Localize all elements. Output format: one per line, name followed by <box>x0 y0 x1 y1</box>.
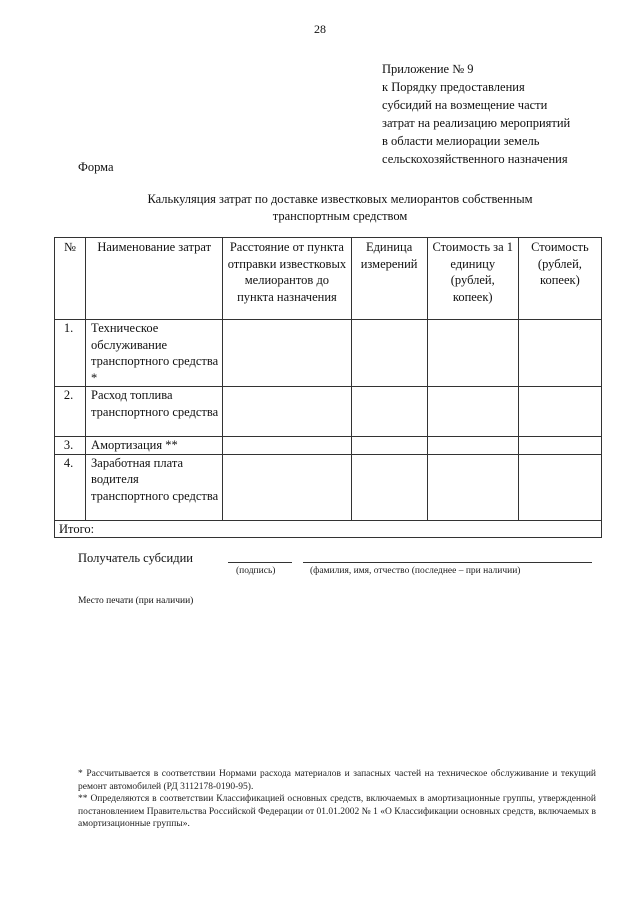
cell-unit-cost[interactable] <box>427 320 518 387</box>
table-row <box>55 437 602 455</box>
recipient-label: Получатель субсидии <box>78 551 193 565</box>
cell-total-cost[interactable] <box>518 320 601 387</box>
cell-total-cost[interactable] <box>518 454 601 520</box>
appendix-line: сельскохозяйственного назначения <box>382 152 568 166</box>
total-row <box>55 520 602 538</box>
appendix-line: субсидий на возмещение части <box>382 98 548 112</box>
full-name-line[interactable] <box>303 562 592 563</box>
appendix-header <box>382 60 622 168</box>
row-number: 2. <box>55 387 86 437</box>
row-name: Заработная плата водителя транспортного средства <box>86 454 223 520</box>
cell-unit-cost[interactable] <box>427 387 518 437</box>
title-line-2: транспортным средством <box>272 209 408 223</box>
header-number: № <box>55 238 86 320</box>
header-cost-name: Наименование затрат <box>86 238 223 320</box>
table-row <box>55 320 602 387</box>
appendix-line: затрат на реализацию мероприятий <box>382 116 571 130</box>
cell-distance[interactable] <box>223 437 351 455</box>
row-number: 1. <box>55 320 86 387</box>
appendix-line: в области мелиорации земель <box>382 134 540 148</box>
footnotes <box>78 768 596 831</box>
cell-distance[interactable] <box>223 387 351 437</box>
page-number: 28 <box>314 22 326 36</box>
row-name: Расход топлива транспортного средства <box>86 387 223 437</box>
table-header-row <box>55 238 602 320</box>
document-title <box>60 191 620 225</box>
row-number: 3. <box>55 437 86 455</box>
cell-distance[interactable] <box>223 454 351 520</box>
cell-distance[interactable] <box>223 320 351 387</box>
row-number: 4. <box>55 454 86 520</box>
cell-unit[interactable] <box>351 387 427 437</box>
appendix-line: к Порядку предоставления <box>382 80 525 94</box>
cost-calculation-table <box>54 237 602 538</box>
table-row <box>55 387 602 437</box>
total-label: Итого: <box>55 520 602 538</box>
table-row <box>55 454 602 520</box>
header-total-cost: Стоимость (рублей, копеек) <box>518 238 601 320</box>
full-name-caption: (фамилия, имя, отчество (последнее – при наличии) <box>310 566 521 576</box>
header-distance: Расстояние от пункта отправки известковых мелиорантов до пункта назначения <box>223 238 351 320</box>
row-name: Техническое обслуживание транспортного средства * <box>86 320 223 387</box>
cell-unit-cost[interactable] <box>427 437 518 455</box>
title-line-1: Калькуляция затрат по доставке известковых мелиорантов собственным <box>147 192 533 206</box>
signature-line[interactable] <box>228 562 292 563</box>
cell-unit[interactable] <box>351 454 427 520</box>
footnote-2: ** Определяются в соответствии Классификацией основных средств, включаемых в амортизационные группы, утвержденной постановлением Правительства Российской Федерации от 01.01.2002 № 1 «О Классификации основных средств, включаемых в амортизационные группы». <box>78 794 596 829</box>
footnote-1: * Рассчитывается в соответствии Нормами расхода материалов и запасных частей на техническое обслуживание и текущий ремонт автомобилей (РД 3112178-0190-95). <box>78 769 596 792</box>
header-unit: Единица измерений <box>351 238 427 320</box>
appendix-line: Приложение № 9 <box>382 62 474 76</box>
header-unit-cost: Стоимость за 1 единицу (рублей, копеек) <box>427 238 518 320</box>
cell-unit[interactable] <box>351 437 427 455</box>
signature-caption: (подпись) <box>236 566 276 576</box>
cell-unit[interactable] <box>351 320 427 387</box>
cell-unit-cost[interactable] <box>427 454 518 520</box>
stamp-note: Место печати (при наличии) <box>78 596 194 606</box>
cell-total-cost[interactable] <box>518 387 601 437</box>
form-label: Форма <box>78 160 114 174</box>
cell-total-cost[interactable] <box>518 437 601 455</box>
row-name: Амортизация ** <box>86 437 223 455</box>
